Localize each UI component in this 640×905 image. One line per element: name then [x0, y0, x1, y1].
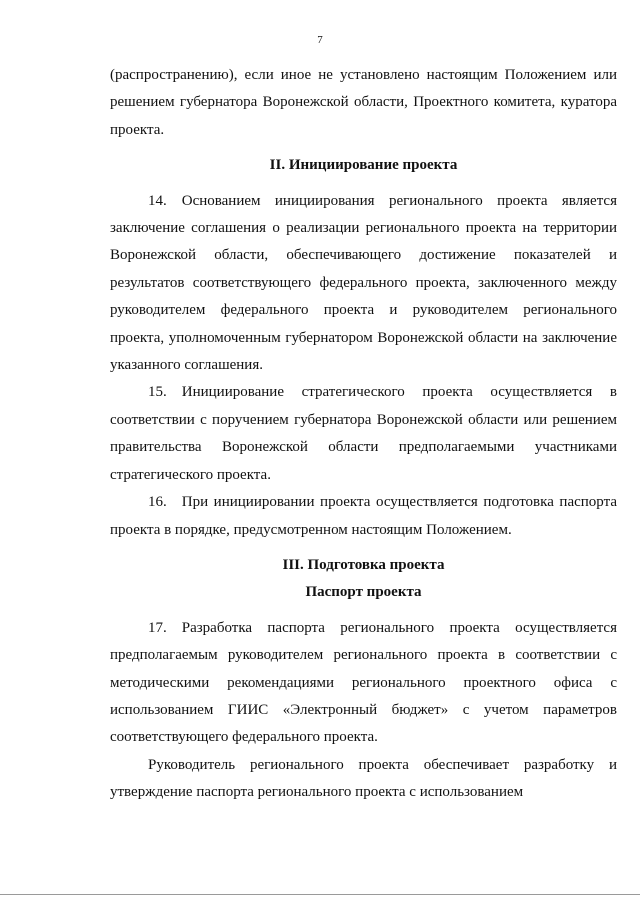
paragraph-final: Руководитель регионального проекта обеспечивает разработку и утверждение паспорта регионального проекта с использованием: [110, 756, 617, 801]
page-number: 7: [317, 34, 323, 46]
paragraph-17: 17. Разработка паспорта регионального проекта осуществляется предполагаемым руководителем регионального проекта в соответствии с методическими рекомендациями регионального проектного офиса с использованием ГИИС «Электронный бюджет» с учетом параметров соответствующего федерального проекта.: [110, 619, 617, 746]
paragraph-continuation: (распространению), если иное не установлено настоящим Положением или решением губернатора Воронежской области, Проектного комитета, куратора проекта.: [110, 67, 617, 138]
paragraph-14: 14. Основанием инициирования регионального проекта является заключение соглашения о реализации регионального проекта на территории Воронежской области, обеспечивающего достижение показателей и результатов соответствующего федерального проекта, заключенного между руководителем федерального проекта и руководителем регионального проекта, уполномоченным губернатором Воронежской области на заключение указанного соглашения.: [110, 192, 617, 374]
subheading-passport: Паспорт проекта: [305, 584, 422, 601]
paragraph-16: 16. При инициировании проекта осуществляется подготовка паспорта проекта в порядке, предусмотренном настоящим Положением.: [110, 494, 617, 538]
paragraph-15: 15. Инициирование стратегического проекта осуществляется в соответствии с поручением губернатора Воронежской области или решением правительства Воронежской области предполагаемыми участниками стратегического проекта.: [110, 384, 617, 483]
document-body: [110, 62, 617, 807]
footer-rule: [0, 894, 640, 895]
section-heading-preparation: III. Подготовка проекта: [282, 556, 445, 573]
section-heading-initiation: II. Инициирование проекта: [269, 157, 458, 174]
